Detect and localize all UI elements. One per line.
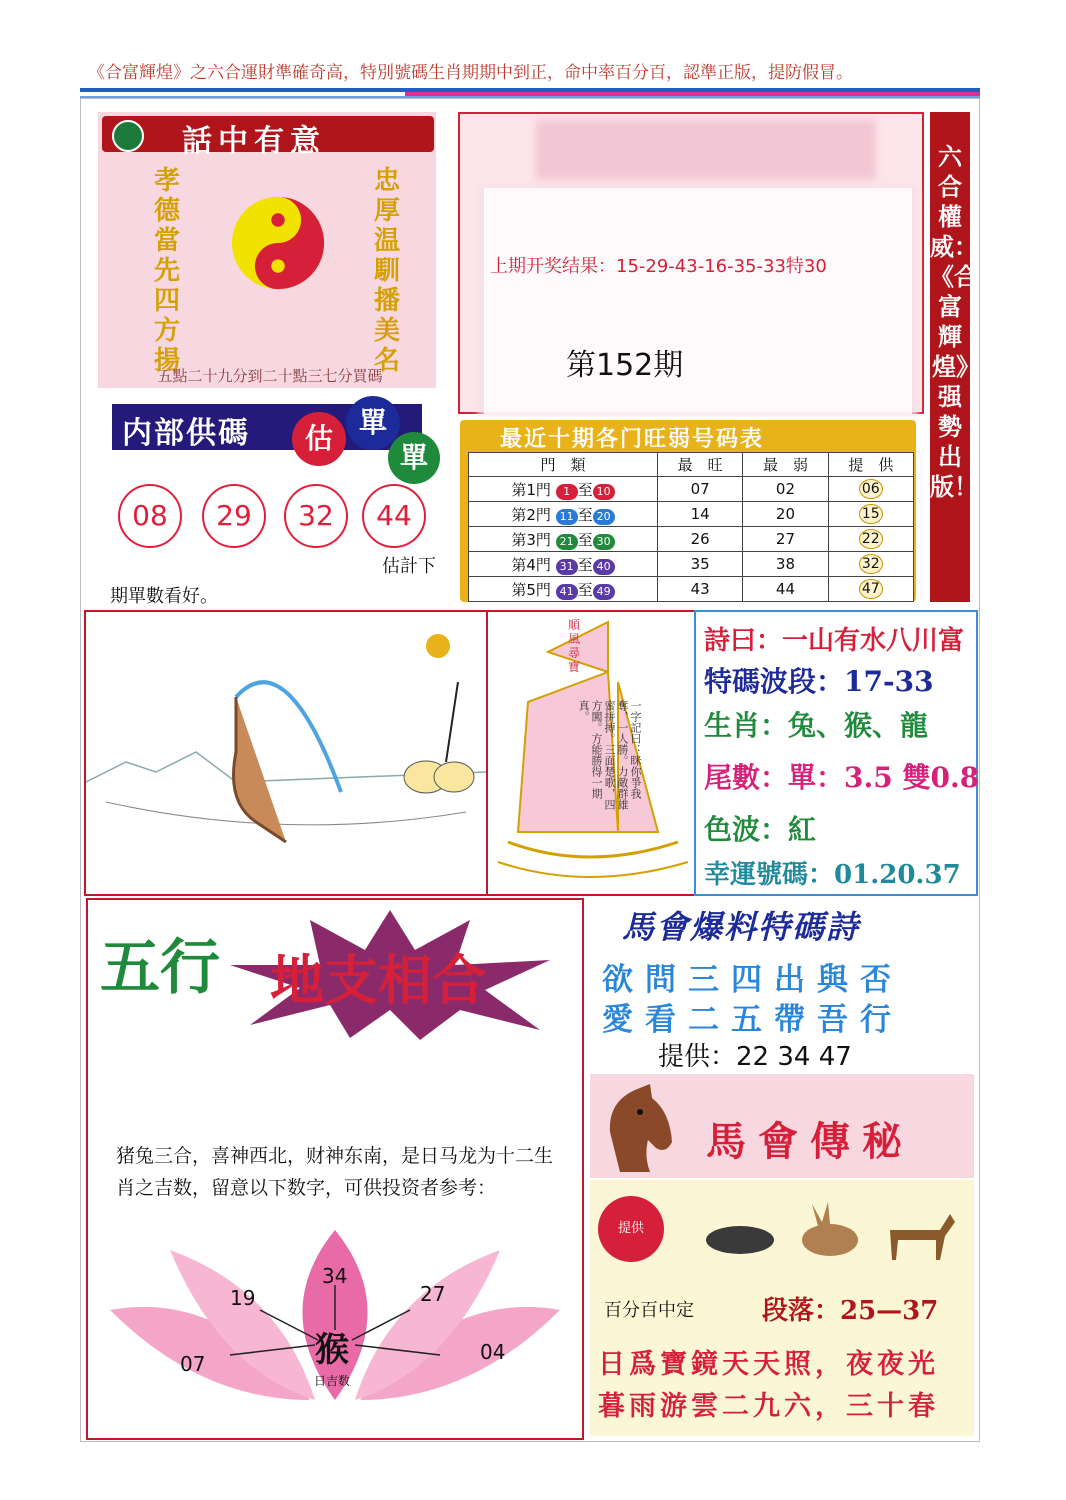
lotus-center-zodiac: 猴 <box>315 1330 349 1370</box>
gate-cell <box>469 477 658 502</box>
motto-title: 話中有意 <box>182 124 326 159</box>
last-result: 上期开奖结果：15-29-43-16-35-33特30 <box>490 256 827 277</box>
range-start-pill: 21 <box>556 534 578 550</box>
gate-label: 第4門 <box>511 555 551 574</box>
range-end-pill: 40 <box>593 559 615 575</box>
rat-icon <box>706 1226 774 1254</box>
odd-badge: 單 <box>388 432 440 484</box>
range-end-pill: 20 <box>593 509 615 525</box>
range-word: 至 <box>577 480 593 499</box>
wave-band-line <box>704 660 934 700</box>
min-cell: 02 <box>743 477 828 502</box>
estimate-note: 估計下 <box>382 556 436 577</box>
gate-table <box>468 452 914 602</box>
hk-poem-line: 愛看二五帶吾行 <box>602 1002 903 1038</box>
side-banner: 六合權威：《合富輝煌》强勢出版！ <box>930 142 978 501</box>
provide-cell <box>828 477 913 502</box>
color-label: 色波： <box>704 813 789 846</box>
table-row <box>469 577 914 602</box>
gate-cell <box>469 577 658 602</box>
range-word: 至 <box>577 555 593 574</box>
lucky-value: 01.20.37 <box>834 860 961 890</box>
range-end-pill: 30 <box>593 534 615 550</box>
max-cell: 43 <box>657 577 742 602</box>
odd-note: 期單數看好。 <box>110 586 218 607</box>
provide-cell <box>828 552 913 577</box>
odd-badge: 單 <box>346 396 400 450</box>
lucky-label: 幸運號碼： <box>704 860 835 890</box>
min-cell: 44 <box>743 577 828 602</box>
guarantee-text: 百分百中定 <box>604 1300 694 1321</box>
number-ball: 29 <box>202 484 266 548</box>
motto-footer: 五點二十九分到二十點三七分買碼 <box>157 367 383 385</box>
lotus-number: 19 <box>230 1286 256 1310</box>
closing-poem-line: 日爲寶鏡天天照，夜夜光 <box>598 1349 939 1380</box>
column-header: 最 弱 <box>743 453 828 477</box>
max-cell: 14 <box>657 502 742 527</box>
column-header: 最 旺 <box>657 453 742 477</box>
cartoon-panel <box>84 610 488 896</box>
blurred-masthead <box>536 120 876 180</box>
wuxing-text: 猪兔三合，喜神西北，财神东南，是日马龙为十二生肖之吉数，留意以下数字，可供投资者参考： <box>116 1145 554 1199</box>
top-banner: 《合富輝煌》之六合運財準確奇高，特別號碼生肖期期中到正，命中率百分百，認準正版，提防假冒。 <box>88 63 853 83</box>
provide-cell <box>828 577 913 602</box>
logo-icon <box>112 120 144 152</box>
min-cell: 20 <box>743 502 828 527</box>
range-start-pill: 41 <box>556 584 578 600</box>
tail-value: 單：3.5 雙0.8 <box>788 761 980 794</box>
gate-label: 第5門 <box>511 580 551 599</box>
gate-label: 第3門 <box>511 530 551 549</box>
gate-cell <box>469 527 658 552</box>
horse-head-icon <box>600 1082 676 1174</box>
table-row <box>469 477 914 502</box>
hk-poem-title: 馬會爆料特碼詩 <box>622 908 861 946</box>
max-cell: 26 <box>657 527 742 552</box>
secret-title: 馬會傳秘 <box>706 1118 914 1165</box>
yin-yang-icon <box>230 195 326 291</box>
provide-stamp: 提供 <box>598 1196 664 1262</box>
range-end-pill: 49 <box>593 584 615 600</box>
tail-line <box>704 756 979 796</box>
number-ball: 08 <box>118 484 182 548</box>
lotus-number: 04 <box>480 1340 506 1364</box>
poem-line: 詩曰：一山有水八川富 <box>704 626 965 656</box>
horse-icon <box>890 1214 955 1260</box>
range-start-pill: 31 <box>556 559 578 575</box>
hk-poem-line: 欲問三四出與否 <box>602 962 903 998</box>
wave-band-value: 17-33 <box>844 665 934 698</box>
tail-label: 尾數： <box>704 761 789 794</box>
lizard-cartoon-image <box>86 612 486 894</box>
sail-flag-text: 順風尋寶 <box>568 618 581 674</box>
motto-right-column: 忠厚温馴播美名 <box>373 166 400 376</box>
range-word: 至 <box>577 505 593 524</box>
range-start-pill: 11 <box>556 509 578 525</box>
wuxing-title: 五行 <box>100 933 220 1003</box>
gate-table-title: 最近十期各门旺弱号码表 <box>500 426 765 452</box>
sail-poem: 一字記曰：眯你爭我奪，一人勝。力敵群雄蜜拼搏。三面楚歌，四方闖。方能勝得一期真。 <box>577 700 642 810</box>
table-header-row <box>469 453 914 477</box>
min-cell: 38 <box>743 552 828 577</box>
estimate-badge: 估 <box>292 412 346 466</box>
range-end-pill: 10 <box>593 484 615 500</box>
zodiac-value: 兔、猴、龍 <box>788 709 929 742</box>
gate-label: 第2門 <box>511 505 551 524</box>
zodiac-animals-icon <box>700 1200 960 1264</box>
issue-period: 第152期 <box>566 348 684 383</box>
provide-number: 15 <box>859 504 883 524</box>
provide-cell <box>828 527 913 552</box>
max-cell: 35 <box>657 552 742 577</box>
color-value: 紅 <box>788 813 817 846</box>
lotus-number: 07 <box>180 1352 206 1376</box>
segment-range: 段落：25—37 <box>762 1296 939 1326</box>
wave-band-label: 特碼波段： <box>704 665 845 698</box>
gate-cell <box>469 502 658 527</box>
range-word: 至 <box>577 530 593 549</box>
column-header: 門 類 <box>469 453 658 477</box>
zodiac-label: 生肖： <box>704 709 789 742</box>
color-line <box>704 808 816 848</box>
table-row <box>469 527 914 552</box>
result-card <box>484 188 912 414</box>
lotus-number: 27 <box>420 1282 446 1306</box>
table-row <box>469 502 914 527</box>
provide-number: 47 <box>859 579 883 599</box>
lotus-number: 34 <box>322 1264 348 1288</box>
number-ball: 44 <box>362 484 426 548</box>
max-cell: 07 <box>657 477 742 502</box>
min-cell: 27 <box>743 527 828 552</box>
lucky-line <box>704 854 961 891</box>
provide-number: 32 <box>859 554 883 574</box>
lotus-center-sub: 日吉数 <box>314 1374 351 1388</box>
inner-supply-title: 内部供碼 <box>122 416 250 451</box>
range-start-pill: 1 <box>556 484 578 500</box>
table-row <box>469 552 914 577</box>
column-header: 提 供 <box>828 453 913 477</box>
hk-provide: 提供：22 34 47 <box>658 1042 852 1072</box>
provide-number: 22 <box>859 529 883 549</box>
number-ball: 32 <box>284 484 348 548</box>
range-word: 至 <box>577 580 593 599</box>
motto-left-column: 孝德當先四方揚 <box>153 166 180 376</box>
gate-label: 第1門 <box>511 480 551 499</box>
provide-cell <box>828 502 913 527</box>
zodiac-line <box>704 704 928 744</box>
rabbit-icon <box>802 1224 858 1256</box>
dizhi-title: 地支相合 <box>270 948 486 1012</box>
closing-poem-line: 暮雨游雲二九六，三十春 <box>598 1391 939 1422</box>
gate-cell <box>469 552 658 577</box>
provide-number: 06 <box>859 479 883 499</box>
